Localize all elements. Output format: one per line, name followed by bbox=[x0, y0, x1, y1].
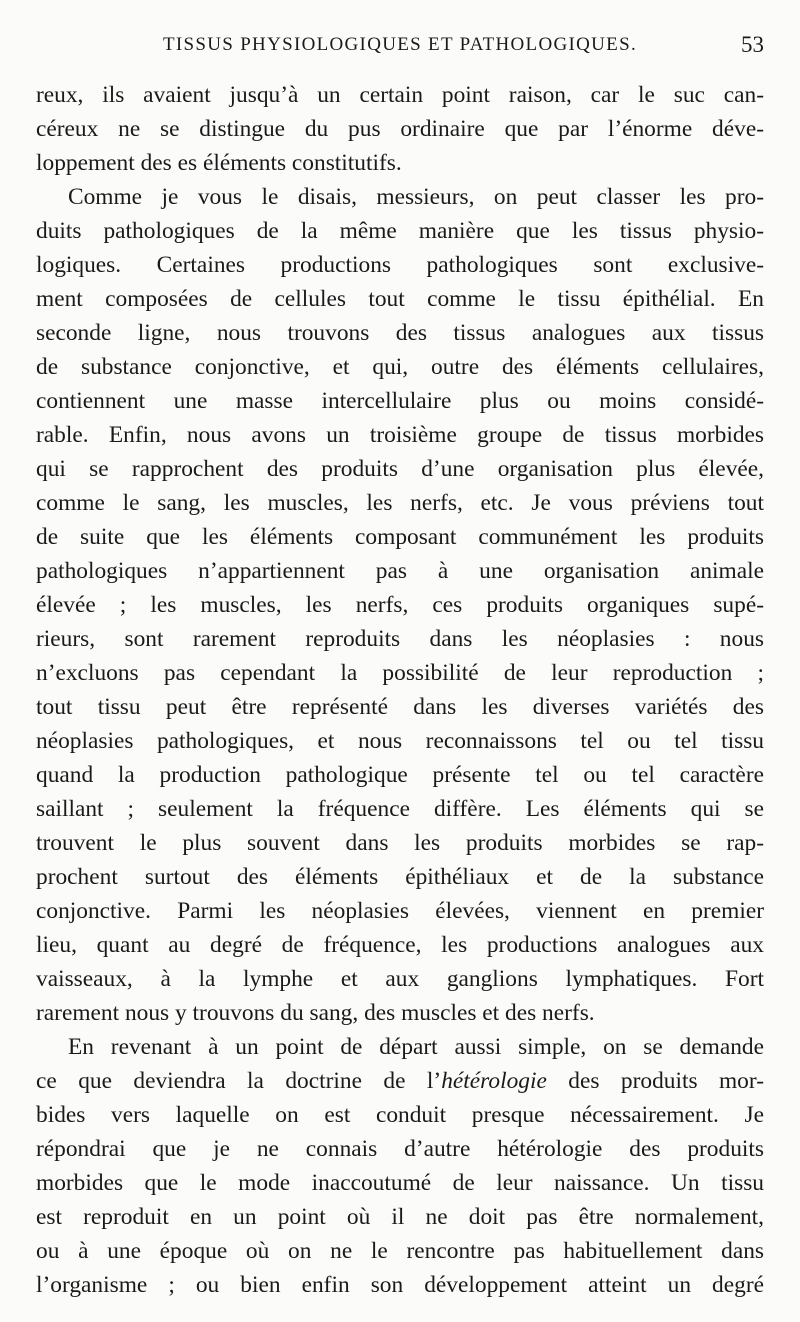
text-line: est reproduit en un point où il ne doit pas être normalement, bbox=[36, 1204, 764, 1230]
text-line: pathologiques n’appartiennent pas à une organisation animale bbox=[36, 558, 764, 584]
text-line: néoplasies pathologiques, et nous reconnaissons tel ou tel tissu bbox=[36, 728, 764, 754]
text-line: bides vers laquelle on est conduit presque nécessairement. Je bbox=[36, 1102, 764, 1128]
text-line: seconde ligne, nous trouvons des tissus analogues aux tissus bbox=[36, 320, 764, 346]
text-line: qui se rapprochent des produits d’une organisation plus élevée, bbox=[36, 456, 764, 482]
text-line: de substance conjonctive, et qui, outre des éléments cellulaires, bbox=[36, 354, 764, 380]
text-line: quand la production pathologique présente tel ou tel caractère bbox=[36, 762, 764, 788]
text-line: comme le sang, les muscles, les nerfs, etc. Je vous préviens tout bbox=[36, 490, 764, 516]
text-segment: des produits mor- bbox=[546, 1068, 764, 1094]
text-line: vaisseaux, à la lymphe et aux ganglions lymphatiques. Fort bbox=[36, 966, 764, 992]
page-number: 53 bbox=[741, 32, 764, 57]
text-line: prochent surtout des éléments épithéliaux et de la substance bbox=[36, 864, 764, 890]
text-line: duits pathologiques de la même manière que les tissus physio- bbox=[36, 218, 764, 244]
text-line: conjonctive. Parmi les néoplasies élevées, viennent en premier bbox=[36, 898, 764, 924]
italic-term: hétérologie bbox=[441, 1068, 547, 1094]
paragraph-first-line: Comme je vous le disais, messieurs, on peut classer les pro- bbox=[68, 184, 764, 210]
text-line: lieu, quant au degré de fréquence, les productions analogues aux bbox=[36, 932, 764, 958]
text-line: reux, ils avaient jusqu’à un certain point raison, car le suc can- bbox=[36, 82, 764, 108]
text-line: trouvent le plus souvent dans les produits morbides se rap- bbox=[36, 830, 764, 856]
text-line: tout tissu peut être représenté dans les diverses variétés des bbox=[36, 694, 764, 720]
text-line: céreux ne se distingue du pus ordinaire que par l’énorme déve- bbox=[36, 116, 764, 142]
text-line: rable. Enfin, nous avons un troisième groupe de tissus morbides bbox=[36, 422, 764, 448]
text-line: contiennent une masse intercellulaire plus ou moins considé- bbox=[36, 388, 764, 414]
text-line: saillant ; seulement la fréquence diffère. Les éléments qui se bbox=[36, 796, 764, 822]
text-line-with-italic bbox=[36, 1064, 764, 1098]
text-line: élevée ; les muscles, les nerfs, ces produits organiques supé- bbox=[36, 592, 764, 618]
text-line: de suite que les éléments composant communément les produits bbox=[36, 524, 764, 550]
text-line: rieurs, sont rarement reproduits dans les néoplasies : nous bbox=[36, 626, 764, 652]
text-line: n’excluons pas cependant la possibilité de leur reproduction ; bbox=[36, 660, 764, 686]
text-line: ou à une époque où on ne le rencontre pas habituellement dans bbox=[36, 1238, 764, 1264]
text-line: l’organisme ; ou bien enfin son développement atteint un degré bbox=[36, 1272, 764, 1298]
text-line: rarement nous y trouvons du sang, des muscles et des nerfs. bbox=[36, 1000, 595, 1026]
text-line: morbides que le mode inaccoutumé de leur naissance. Un tissu bbox=[36, 1170, 764, 1196]
text-line: répondrai que je ne connais d’autre hétérologie des produits bbox=[36, 1136, 764, 1162]
text-line: logiques. Certaines productions pathologiques sont exclusive- bbox=[36, 252, 764, 278]
running-title: TISSUS PHYSIOLOGIQUES ET PATHOLOGIQUES. bbox=[162, 34, 637, 55]
text-line: ment composées de cellules tout comme le tissu épithélial. En bbox=[36, 286, 764, 312]
running-head bbox=[36, 34, 764, 64]
text-line: loppement des es éléments constitutifs. bbox=[36, 150, 402, 176]
body-text bbox=[36, 78, 764, 1302]
paragraph-first-line: En revenant à un point de départ aussi simple, on se demande bbox=[68, 1034, 764, 1060]
text-segment: ce que deviendra la doctrine de l’ bbox=[36, 1068, 442, 1094]
